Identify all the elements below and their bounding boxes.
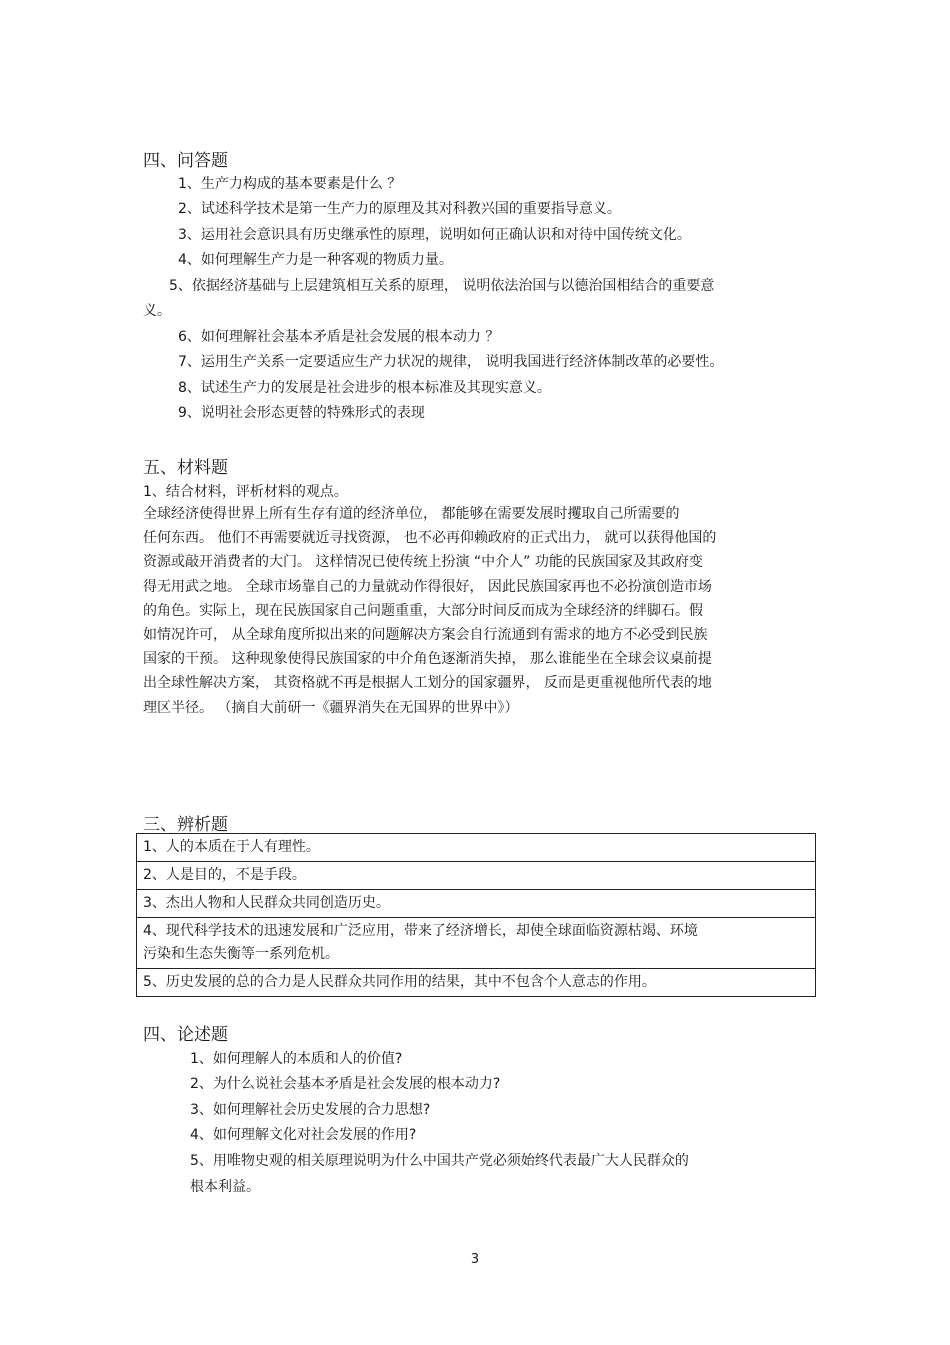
analysis-item: 1、人的本质在于人有理性。 [137, 834, 816, 862]
table-row [137, 918, 816, 969]
essay-item-continuation: 根本利益。 [190, 1179, 260, 1195]
analysis-item: 3、杰出人物和人民群众共同创造历史。 [137, 890, 816, 918]
analysis-heading: 三、辨析题 [143, 815, 228, 835]
material-passage: 全球经济使得世界上所有生存有道的经济单位， 都能够在需要发展时攫取自己所需要的 任何东西。 他们不再需要就近寻找资源， 也不必再仰赖政府的正式出力， 就可以获得他国的 资源或敲开消费者的大门。 这样情况已使传统上扮演 “中介人” 功能的民族国家及其政府变 得无用武之地。 全球市场靠自己的力量就动作得很好， 因此民族国家再也不必扮演创造市场 的角色。实际上，现在民族国家自己问题重重，大部分时间反而成为全球经济的绊脚石。假 如情况许可， 从全球角度所拟出来的问题解决方案会自行流通到有需求的地方不必受到民族 国家的干预。 这种现象使得民族国家的中介角色逐渐消失掉， 那么谁能坐在全球会议桌前提 出全球性解决方案， 其资格就不再是根据人工划分的国家疆界， 反而是更重视他所代表的地 理区半径。 （摘自大前研一《疆界消失在无国界的世界中》） [143, 506, 717, 716]
essay-item: 2、为什么说社会基本矛盾是社会发展的根本动力? [190, 1076, 501, 1092]
qa-item: 4、如何理解生产力是一种客观的物质力量。 [178, 252, 453, 268]
essay-item: 1、如何理解人的本质和人的价值? [190, 1051, 403, 1067]
qa-item: 3、运用社会意识具有历史继承性的原理，说明如何正确认识和对待中国传统文化。 [178, 227, 691, 243]
analysis-item: 5、历史发展的总的合力是人民群众共同作用的结果，其中不包含个人意志的作用。 [137, 969, 816, 997]
table-row [137, 969, 816, 997]
qa-item: 6、如何理解社会基本矛盾是社会发展的根本动力 ？ [178, 329, 500, 345]
table-row [137, 834, 816, 862]
essay-item: 4、如何理解文化对社会发展的作用? [190, 1127, 417, 1143]
analysis-item: 2、人是目的，不是手段。 [137, 862, 816, 890]
qa-item: 7、运用生产关系一定要适应生产力状况的规律， 说明我国进行经济体制改革的必要性。 [178, 354, 724, 370]
qa-item: 1、生产力构成的基本要素是什么 ？ [178, 176, 402, 192]
qa-heading: 四、问答题 [143, 151, 228, 171]
essay-item: 3、如何理解社会历史发展的合力思想? [190, 1102, 431, 1118]
page-number: 3 [470, 1252, 480, 1267]
qa-item: 9、说明社会形态更替的特殊形式的表现 [178, 405, 425, 421]
qa-item: 5、依据经济基础与上层建筑相互关系的原理， 说明依法治国与以德治国相结合的重要意 [169, 278, 715, 294]
table-row [137, 890, 816, 918]
analysis-table [136, 833, 816, 997]
analysis-item: 4、现代科学技术的迅速发展和广泛应用，带来了经济增长，却使全球面临资源枯竭、环境 污染和生态失衡等一系列危机。 [137, 918, 816, 969]
material-heading: 五、材料题 [143, 458, 228, 478]
qa-item: 2、试述科学技术是第一生产力的原理及其对科教兴国的重要指导意义。 [178, 201, 621, 217]
qa-item-continuation: 义。 [143, 303, 171, 319]
essay-heading: 四、论述题 [143, 1025, 228, 1045]
qa-item: 8、试述生产力的发展是社会进步的根本标准及其现实意义。 [178, 380, 551, 396]
material-prompt: 1、结合材料，评析材料的观点。 [143, 484, 348, 500]
essay-item: 5、用唯物史观的相关原理说明为什么中国共产党必须始终代表最广大人民群众的 [190, 1153, 689, 1169]
table-row [137, 862, 816, 890]
